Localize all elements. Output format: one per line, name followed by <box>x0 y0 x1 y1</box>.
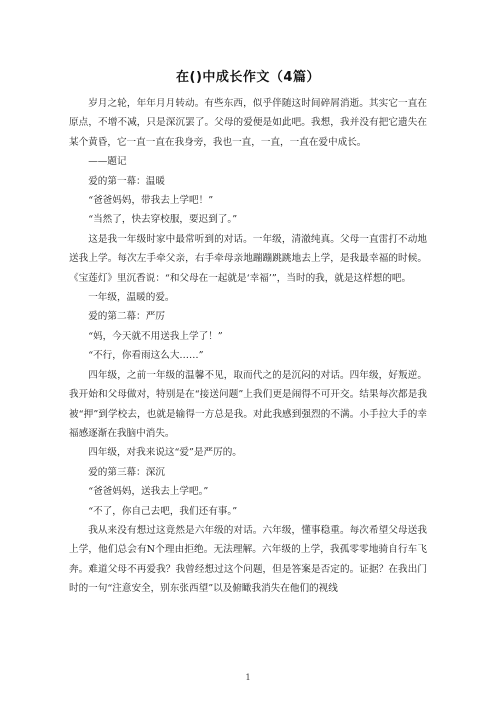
paragraph: 爱的第二幕：严厉 <box>88 311 165 323</box>
paragraph: “不行，你看雨这么大……” <box>88 350 204 362</box>
paragraph: 爱的第一幕：温暖 <box>88 175 165 187</box>
paragraph: 这是我一年级时家中最常听到的对话。一年级，清澈纯真。父母一直雷打不动地送我上学。每次左手牵父亲，右手牵母亲地蹦蹦跳跳地去上学，是我最幸福的时候。《宝莲灯》里沉香说：“和父母在一起就是‘幸福’”，当时的我，就是这样想的吧。 <box>69 233 427 284</box>
document-body <box>69 94 427 599</box>
paragraph: 四年级，之前一年级的温馨不见，取而代之的是沉闷的对话。四年级，好叛逆。我开始和父母做对，特别是在“接送问题”上我们更是闹得不可开交。结果每次都是我被“押”到学校去，也就是输得一方总是我。对此我感到强烈的不满。小手拉大手的幸福感逐渐在我脑中消失。 <box>69 369 427 439</box>
paragraph: “爸爸妈妈，带我去上学吧！” <box>88 195 214 207</box>
paragraph: ——题记 <box>88 156 127 168</box>
paragraph: 一年级，温暖的爱。 <box>88 292 175 304</box>
paragraph: 爱的第三幕：深沉 <box>88 466 165 478</box>
paragraph: 我从来没有想过这竟然是六年级的对话。六年级，懂事稳重。每次希望父母送我上学，他们总会有N个理由拒绝。无法理解。六年级的上学，我孤零零地骑自行车飞奔。难道父母不再爱我？我曾经想过这个问题，但是答案是否定的。证据？在我出门时的一句“注意安全，别东张西望”以及俯瞰我消失在他们的视线 <box>69 524 427 595</box>
paragraph: 四年级，对我来说这“爱”是严厉的。 <box>88 447 242 459</box>
page-number: 1 <box>245 673 251 682</box>
paragraph: “当然了，快去穿校服，要迟到了。” <box>88 214 238 226</box>
paragraph: “爸爸妈妈，送我去上学吧。” <box>88 486 209 498</box>
document-title: 在()中成长作文（4篇） <box>176 70 320 85</box>
paragraph: “不了，你自己去吧，我们还有事。” <box>88 505 238 517</box>
paragraph: “妈，今天就不用送我上学了！” <box>88 330 223 342</box>
paragraph: 岁月之轮，年年月月转动。有些东西，似乎伴随这时间碎屑消逝。其实它一直在原点，不增不减，只是深沉罢了。父母的爱便是如此吧。我想，我并没有把它遗失在某个黄昏，它一直一直在我身旁，我也一直，一直，一直在爱中成长。 <box>69 98 427 148</box>
